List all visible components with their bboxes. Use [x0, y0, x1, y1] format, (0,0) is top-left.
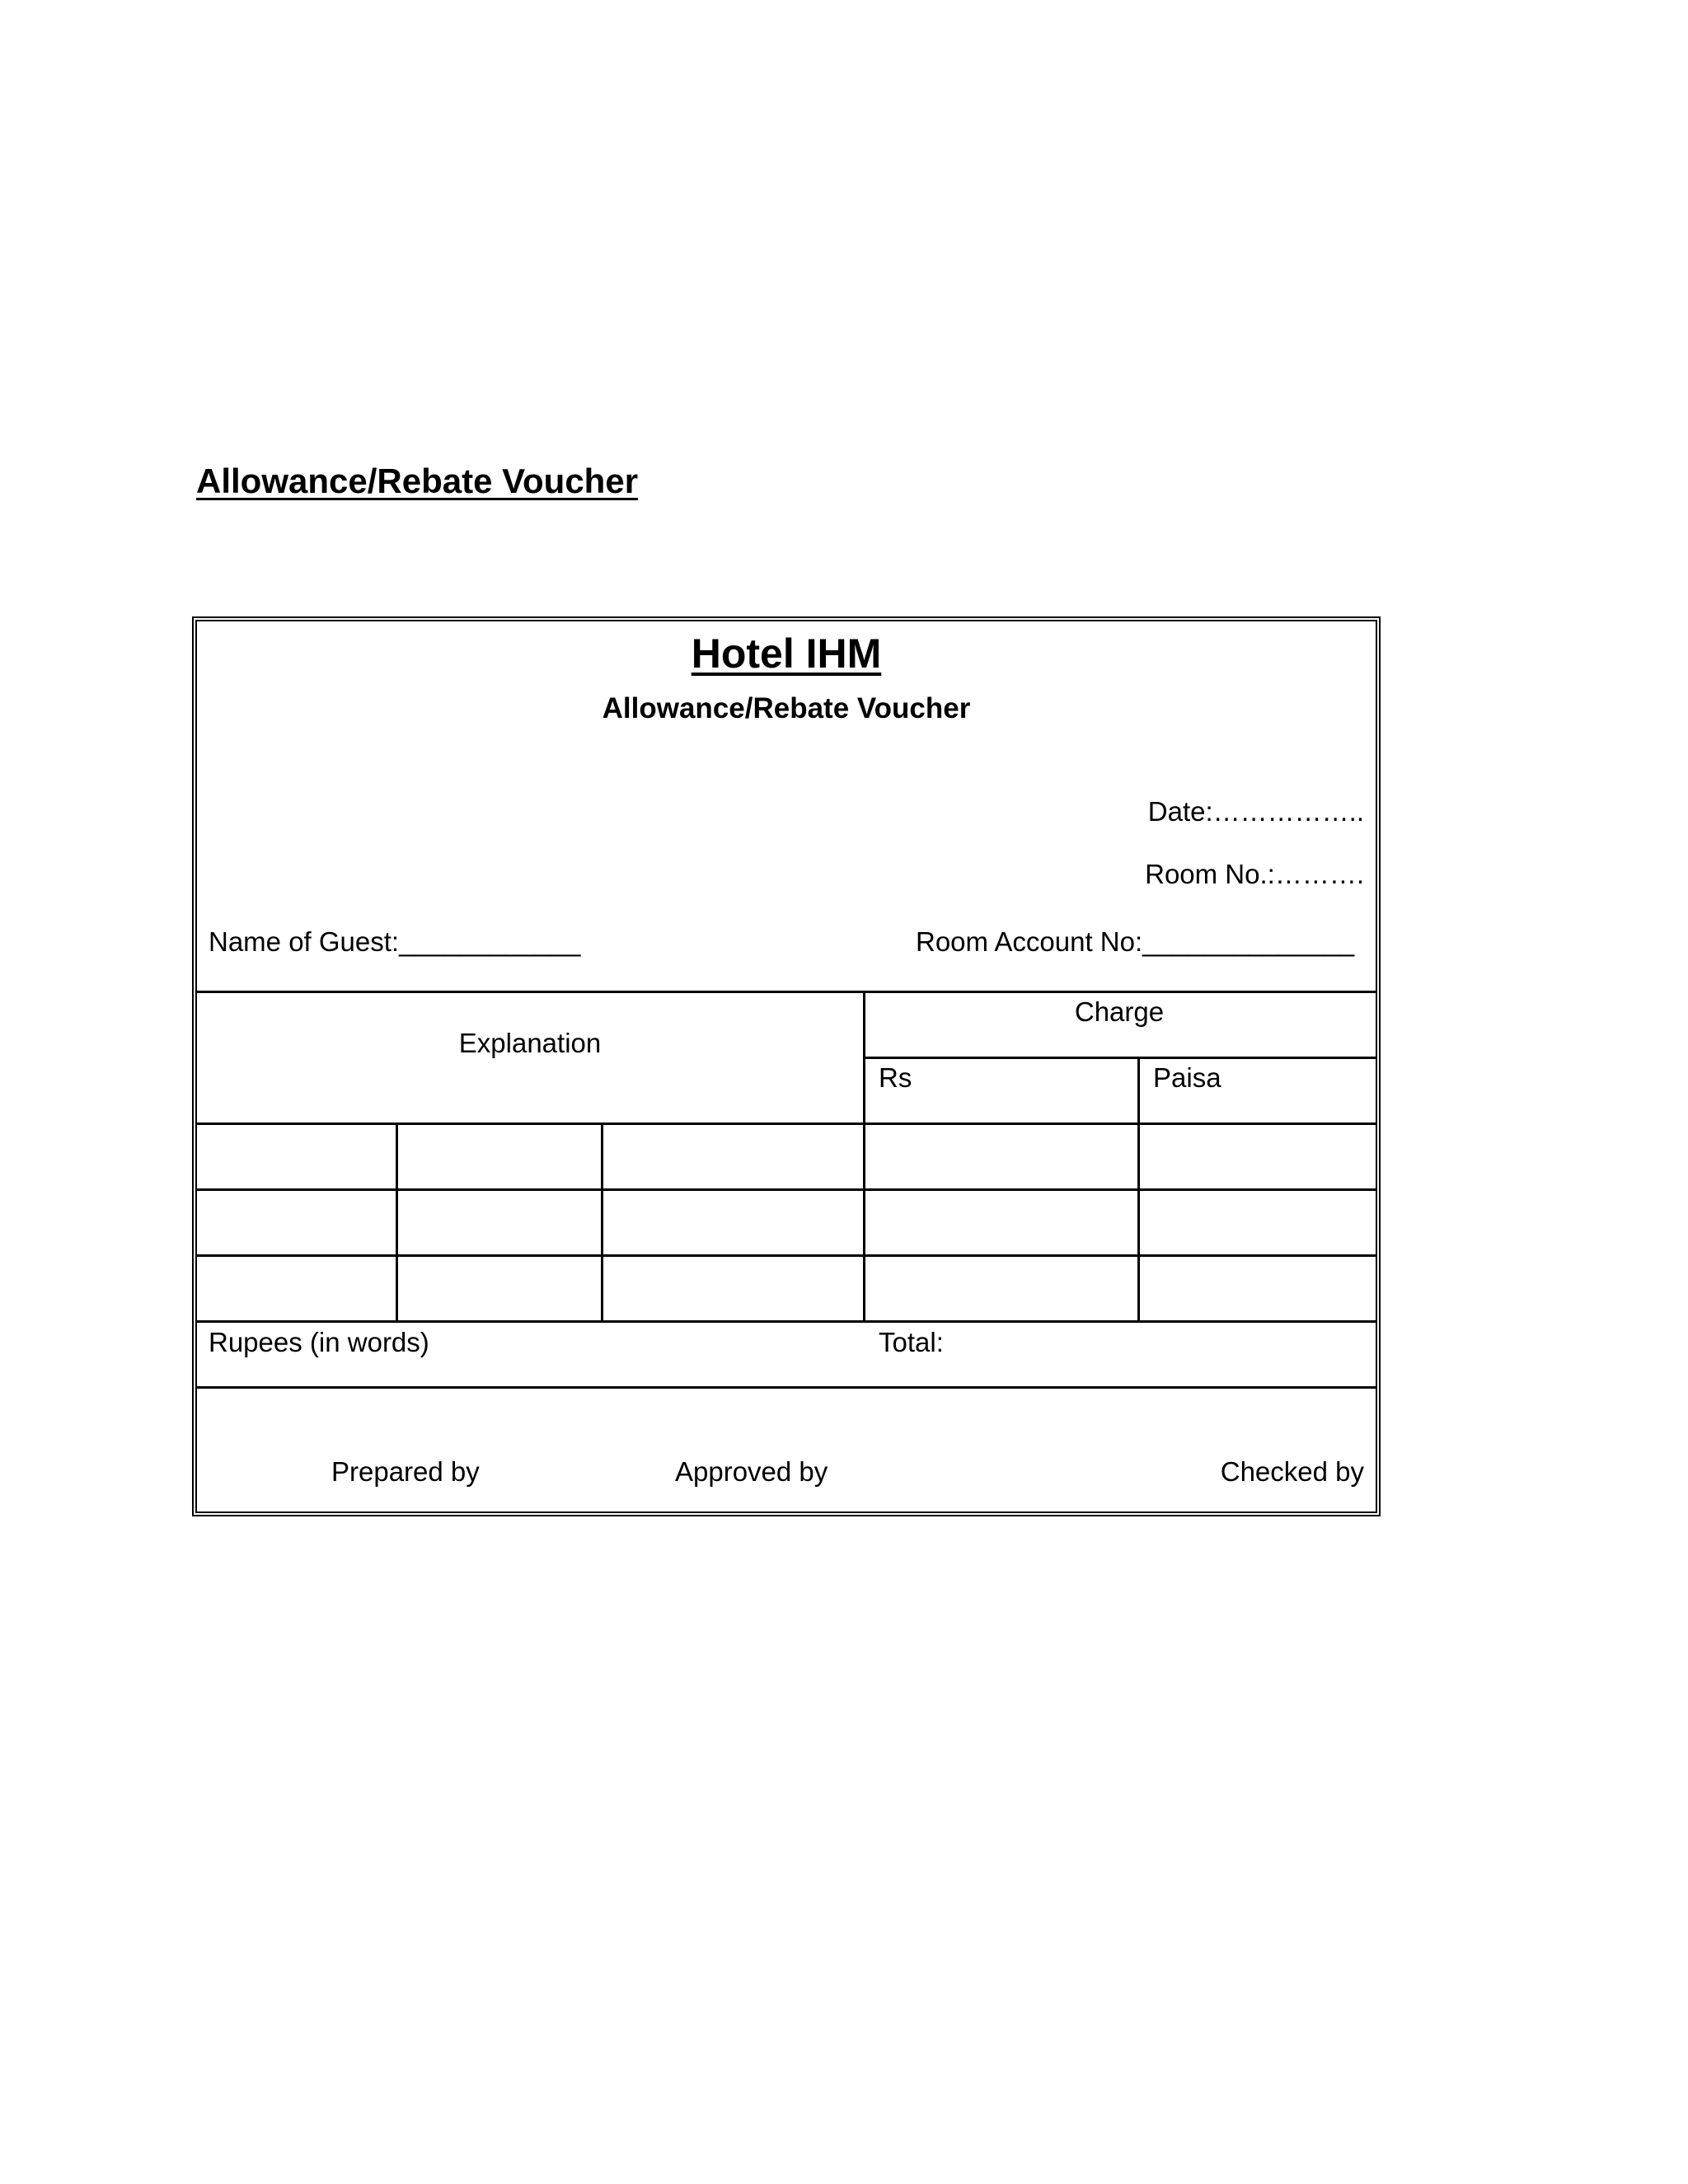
page-heading: Allowance/Rebate Voucher [196, 462, 639, 500]
row-3-bottom-rule [197, 1320, 1376, 1323]
date-field[interactable]: Date:…………….. [1147, 796, 1364, 827]
row-1-cell-2[interactable] [398, 1125, 601, 1188]
voucher-form [192, 616, 1381, 1516]
row-3-cell-1[interactable] [199, 1257, 396, 1320]
total-row-bottom-rule [197, 1386, 1376, 1389]
row-1-cell-1[interactable] [199, 1125, 396, 1188]
hotel-name-text: Hotel IHM [691, 630, 882, 677]
charge-header: Charge [1074, 996, 1165, 1027]
rupees-in-words-label: Rupees (in words) [209, 1327, 429, 1357]
row-2-cell-3[interactable] [603, 1191, 863, 1254]
prepared-by-label: Prepared by [331, 1456, 480, 1487]
row-2-rs-cell[interactable] [865, 1191, 1137, 1254]
rs-header: Rs [879, 1062, 912, 1093]
row-1-cell-3[interactable] [603, 1125, 863, 1188]
row-3-paisa-cell[interactable] [1140, 1257, 1371, 1320]
guest-name-field[interactable]: Name of Guest:____________ [209, 926, 581, 957]
hotel-name [197, 630, 1376, 677]
checked-by-label: Checked by [1220, 1456, 1364, 1487]
row-1-paisa-cell[interactable] [1140, 1125, 1371, 1188]
row-1-rs-cell[interactable] [865, 1125, 1137, 1188]
room-no-field[interactable]: Room No.:………. [1145, 859, 1364, 889]
room-account-field[interactable]: Room Account No:______________ [916, 926, 1355, 957]
total-label: Total: [879, 1327, 944, 1357]
row-2-cell-1[interactable] [199, 1191, 396, 1254]
row-3-cell-2[interactable] [398, 1257, 601, 1320]
table-top-rule [197, 991, 1376, 993]
paisa-header: Paisa [1153, 1062, 1221, 1093]
explanation-header: Explanation [458, 1028, 602, 1058]
approved-by-label: Approved by [675, 1456, 828, 1487]
row-3-rs-cell[interactable] [865, 1257, 1137, 1320]
voucher-body [197, 621, 1376, 1511]
charge-subheader-rule [863, 1057, 1376, 1059]
row-3-cell-3[interactable] [603, 1257, 863, 1320]
row-2-cell-2[interactable] [398, 1191, 601, 1254]
row-2-paisa-cell[interactable] [1140, 1191, 1371, 1254]
voucher-subtitle: Allowance/Rebate Voucher [602, 692, 971, 724]
